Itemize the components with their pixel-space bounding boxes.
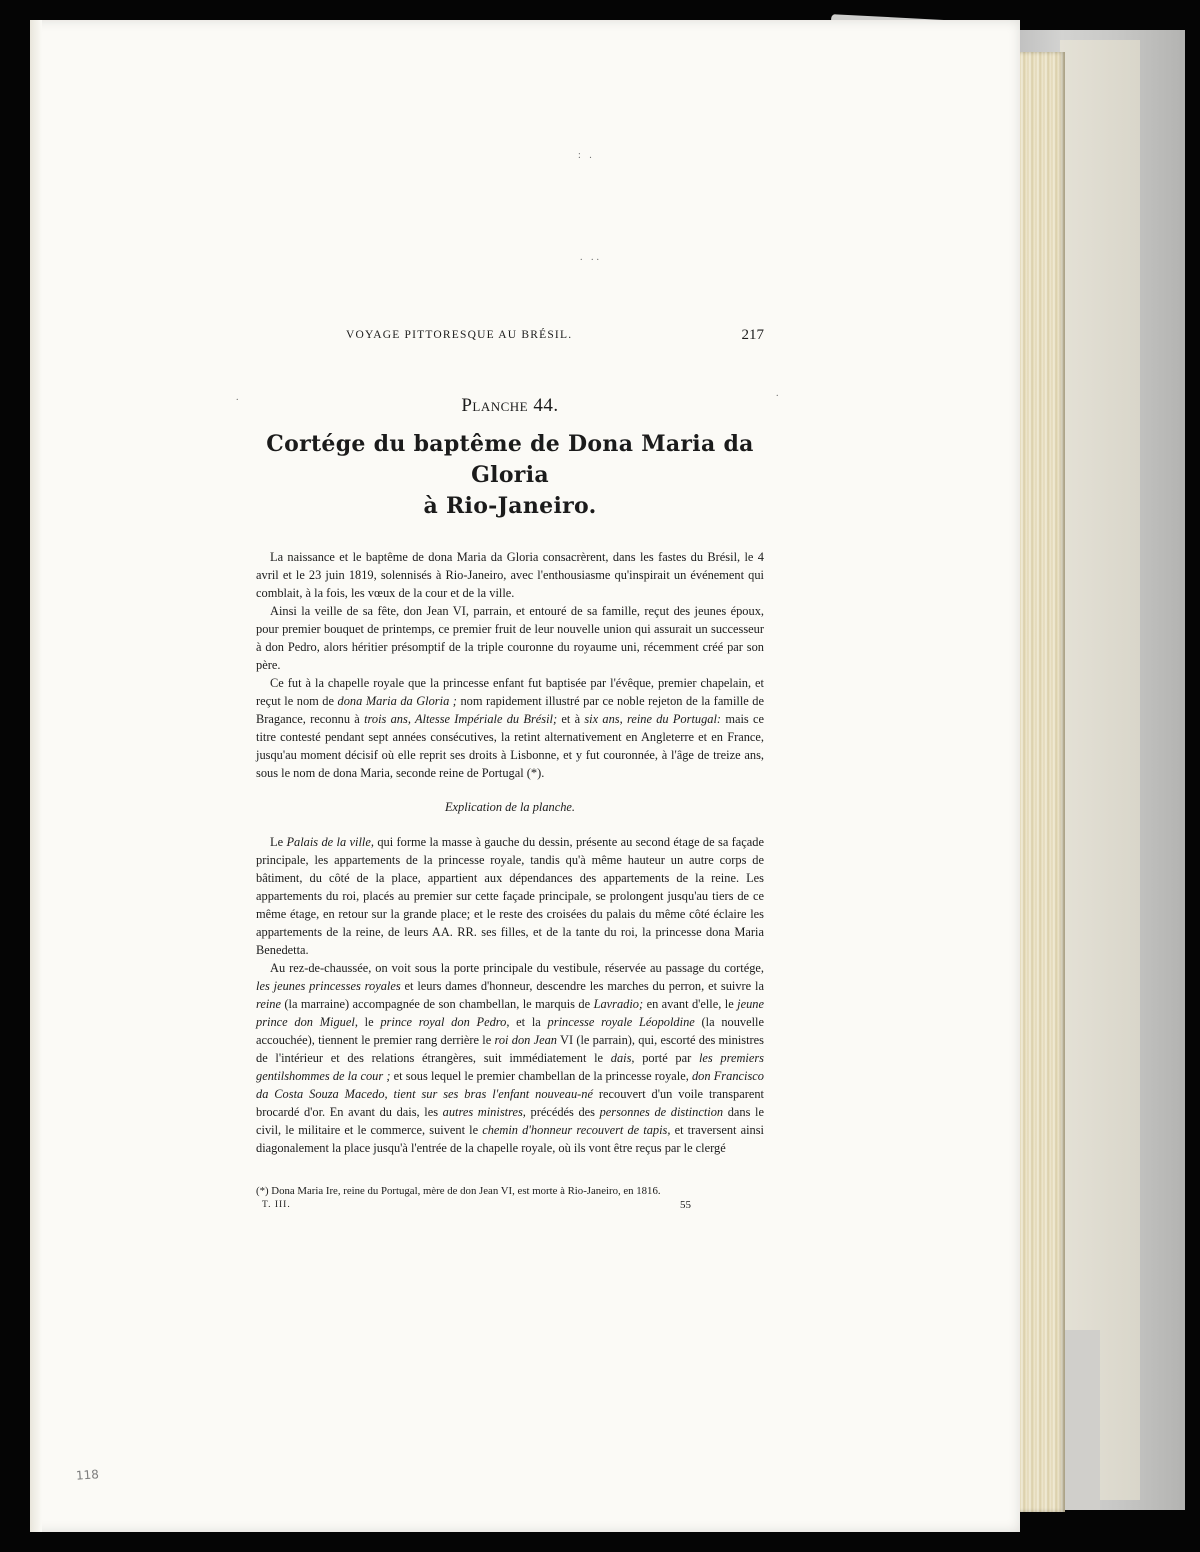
- italic-text: dais,: [610, 1051, 635, 1065]
- back-folio: [1060, 40, 1140, 1500]
- italic-text: Lavradio;: [593, 997, 644, 1011]
- text-run: en avant d'elle, le: [643, 997, 738, 1011]
- paragraph: [256, 602, 764, 674]
- intro-section: [256, 548, 764, 782]
- italic-text: reine: [256, 997, 281, 1011]
- italic-text: dona Maria da Gloria ;: [337, 694, 457, 708]
- italic-text: autres ministres,: [442, 1105, 526, 1119]
- text-run: et traversent ainsi diagonalement la place jusqu'à l'entrée de la chapelle royale, où ils vont être reçus par le clergé: [256, 1123, 764, 1155]
- text-run: précédés des: [525, 1105, 600, 1119]
- text-run: (la marraine) accompagnée de son chambellan, le marquis de: [281, 997, 594, 1011]
- text-run: dans le civil, le militaire et le commerce, suivent le: [256, 1105, 764, 1137]
- footnote: (*) Dona Maria Ire, reine du Portugal, mère de don Jean VI, est morte à Rio-Janeiro, en 1816.: [256, 1185, 661, 1197]
- heading-line-2: à Rio-Janeiro.: [423, 493, 597, 519]
- lower-page-edge: [1065, 1330, 1100, 1510]
- italic-text: chemin d'honneur recouvert de tapis,: [482, 1123, 671, 1137]
- text-run: VI (le parrain), qui, escorté des ministres de l'intérieur et des relations étrangères, suit immédiatement le: [256, 1033, 764, 1065]
- explanation-subheading: Explication de la planche.: [444, 800, 576, 814]
- pencil-annotation: 118: [75, 1467, 100, 1483]
- running-head: [256, 327, 764, 347]
- paragraph: [256, 674, 764, 782]
- italic-text: Palais de la ville,: [286, 835, 374, 849]
- heading-line-1: Cortége du baptême de Dona Maria da Gloria: [266, 431, 754, 488]
- page-speck: .: [776, 388, 782, 399]
- italic-text: trois ans, Altesse Impériale du Brésil;: [364, 712, 558, 726]
- text-run: Ce fut à la chapelle royale que la princesse enfant fut baptisée par l'évêque, premier chapelain, et reçut le nom de: [256, 676, 764, 708]
- text-run: La naissance et le baptême de dona Maria da Gloria consacrèrent, dans les fastes du Brésil, le 4 avril et le 23 juin 1819, solennisés à Rio-Janeiro, avec l'enthousiasme qu'inspirait un événement qui comblait, à la fois, les vœux de la cour et de la ville.: [256, 550, 764, 600]
- text-run: mais ce titre contesté pendant sept années consécutives, la retint alternativement en Angleterre et en France, jusqu'au moment décisif où elle reprit ses droits à Lisbonne, et y fut couronnée, à l'âge de treize ans, sous le nom de dona Maria, seconde reine de Portugal (*).: [256, 712, 764, 780]
- page-speck: .: [236, 392, 242, 403]
- text-run: , le: [354, 1015, 381, 1029]
- text-run: et sous lequel le premier chambellan de la princesse royale,: [390, 1069, 692, 1083]
- text-run: Au rez-de-chaussée, on voit sous la porte principale du vestibule, réservée au passage du cortége,: [270, 961, 764, 975]
- text-block: [256, 327, 764, 1217]
- paragraph: [256, 548, 764, 602]
- page-number: 217: [741, 327, 764, 343]
- italic-text: jeune prince don Miguel: [256, 997, 764, 1029]
- page-speck: . ..: [580, 252, 602, 263]
- volume-mark: T. III.: [262, 1200, 291, 1210]
- text-run: (la nouvelle accouchée), tiennent le premier rang derrière le: [256, 1015, 764, 1047]
- text-run: Ainsi la veille de sa fête, don Jean VI, parrain, et entouré de sa famille, reçut des jeunes époux, pour premier bouquet de printemps, ce premier fruit de leur nouvelle union qui assurait un successeur à don Pedro, alors héritier présomptif de la triple couronne du royaume uni, récemment créé par son père.: [256, 604, 764, 672]
- italic-text: don Francisco da Costa Souza Macedo, tient sur ses bras l'enfant nouveau-né: [256, 1069, 764, 1101]
- italic-text: prince royal don Pedro: [380, 1015, 507, 1029]
- italic-text: princesse royale Léopoldine: [547, 1015, 695, 1029]
- italic-text: roi don Jean: [494, 1033, 557, 1047]
- italic-text: les jeunes princesses royales: [256, 979, 401, 993]
- text-run: , et la: [506, 1015, 548, 1029]
- page-gutter: [30, 20, 42, 1532]
- paragraph: [256, 959, 764, 1157]
- text-run: et leurs dames d'honneur, descendre les marches du perron, et suivre la: [400, 979, 764, 993]
- body-text: [256, 548, 764, 1157]
- running-title: VOYAGE PITTORESQUE AU BRÉSIL.: [346, 329, 573, 341]
- paragraph: [256, 833, 764, 959]
- text-run: qui forme la masse à gauche du dessin, présente au second étage de sa façade principale, les appartements de la princesse royale, tandis qu'à même hauteur un autre corps de bâtiment, du côté de la place, appartient aux dépendances des appartements de la reine. Les appartements du roi, placés au premier sur cette façade principale, se prolongent jusqu'au tiers de ce même étage, en retour sur la grande place; et le reste des croisées du palais du même côté éclaire les appartements de la reine, de leurs AA. RR. ses filles, et de la tante du roi, la princesse dona Maria Benedetta.: [256, 835, 764, 957]
- text-run: et à: [557, 712, 585, 726]
- plate-label: Planche 44.: [461, 395, 559, 416]
- text-run: Le: [270, 835, 287, 849]
- explanation-section: [256, 833, 764, 1157]
- italic-text: personnes de distinction: [599, 1105, 724, 1119]
- text-run: recouvert d'un voile transparent brocardé d'or. En avant du dais, les: [256, 1087, 765, 1119]
- gathering-mark: 55: [680, 1199, 691, 1211]
- italic-text: les premiers gentilshommes de la cour ;: [256, 1051, 765, 1083]
- signature-line: [256, 1199, 764, 1217]
- text-run: nom rapidement illustré par ce noble rejeton de la famille de Bragance, reconnu à: [256, 694, 764, 726]
- page-speck: : .: [578, 150, 595, 161]
- italic-text: six ans, reine du Portugal:: [584, 712, 722, 726]
- text-run: porté par: [634, 1051, 699, 1065]
- article-heading: [256, 429, 764, 522]
